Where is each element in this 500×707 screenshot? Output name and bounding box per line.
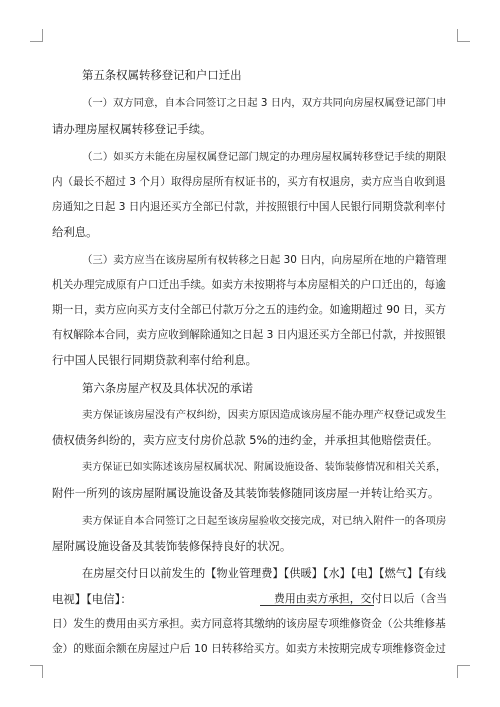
paragraph-line: 屋附属设施设备及其装饰装修保持良好的状况。	[52, 539, 292, 553]
paragraph-line: 卖方保证已如实陈述该房屋权属状况、附属设施设备、装饰装修情况和相关关系，	[82, 462, 446, 473]
paragraph-line: 期一日，卖方应向买方支付全部已付款万分之五的违约金。如逾期超过 90 日，买方	[52, 303, 446, 316]
paragraph-line: 债权债务纠纷的，卖方应支付房价总款 5%的违约金，并承担其他赔偿责任。	[52, 433, 439, 447]
paragraph-line: 电视】【电信】：	[52, 592, 132, 606]
crop-mark-bottom-right	[457, 665, 470, 678]
paragraph-line: 行中国人民银行同期贷款利率付给利息。	[52, 353, 258, 367]
article-heading: 第五条权属转移登记和户口迁出	[82, 68, 242, 82]
paragraph-line: 附件一所列的该房屋附属设施设备及其装饰装修随同该房屋一并转让给买方。	[52, 486, 440, 500]
paragraph-line: 卖方保证自本合同签订之日起至该房屋验收交接完成，对已纳入附件一的各项房	[82, 515, 447, 527]
crop-mark-top-right	[457, 29, 470, 42]
paragraph-line: 房通知之日起 3 日内退还买方全部已付款，并按照银行中国人民银行同期贷款利率付	[52, 201, 446, 213]
paragraph-line: 请办理房屋权属转移登记手续。	[52, 122, 212, 136]
paragraph-line: 内（最长不超过 3 个月）取得房屋所有权证书的，买方有权退房，卖方应当自收到退	[52, 176, 446, 188]
article-heading: 第六条房屋产权及具体状况的承诺	[82, 381, 253, 395]
paragraph-line: （一）双方同意，自本合同签订之日起 3 日内，双方共同向房屋权属登记部门申	[82, 97, 447, 109]
crop-mark-bottom-left	[30, 665, 43, 678]
paragraph-line: 给利息。	[52, 225, 98, 239]
paragraph-line: 机关办理完成原有户口迁出手续。如卖方未按期将与本房屋相关的户口迁出的，每逾	[52, 278, 446, 291]
paragraph-line: 日）发生的费用由买方承担。卖方同意将其缴纳的该房屋专项维修资金（公共维修基	[52, 617, 446, 630]
paragraph-line: （三）卖方应当在该房屋所有权转移之日起 30 日内，向房屋所在地的户籍管理	[82, 254, 447, 266]
paragraph-line: 有权解除本合同，卖方应收到解除通知之日起 3 日内退还买方全部已付款，并按照银	[52, 329, 446, 341]
paragraph-line: 金）的账面余额在房屋过户后 10 日转移给买方。如卖方未按期完成专项维修资金过	[52, 642, 446, 655]
crop-mark-top-left	[30, 29, 43, 42]
paragraph-line: 在房屋交付日以前发生的【物业管理费】【供暖】【水】【电】【燃气】【有线	[82, 567, 447, 580]
paragraph-line: 费用由卖方承担，交付日以后（含当	[274, 592, 448, 605]
paragraph-line: 卖方保证该房屋没有产权纠纷，因卖方原因造成该房屋不能办理产权登记或发生	[82, 409, 447, 421]
paragraph-line: （二）如买方未能在房屋权属登记部门规定的办理房屋权属转移登记手续的期限	[82, 151, 447, 163]
